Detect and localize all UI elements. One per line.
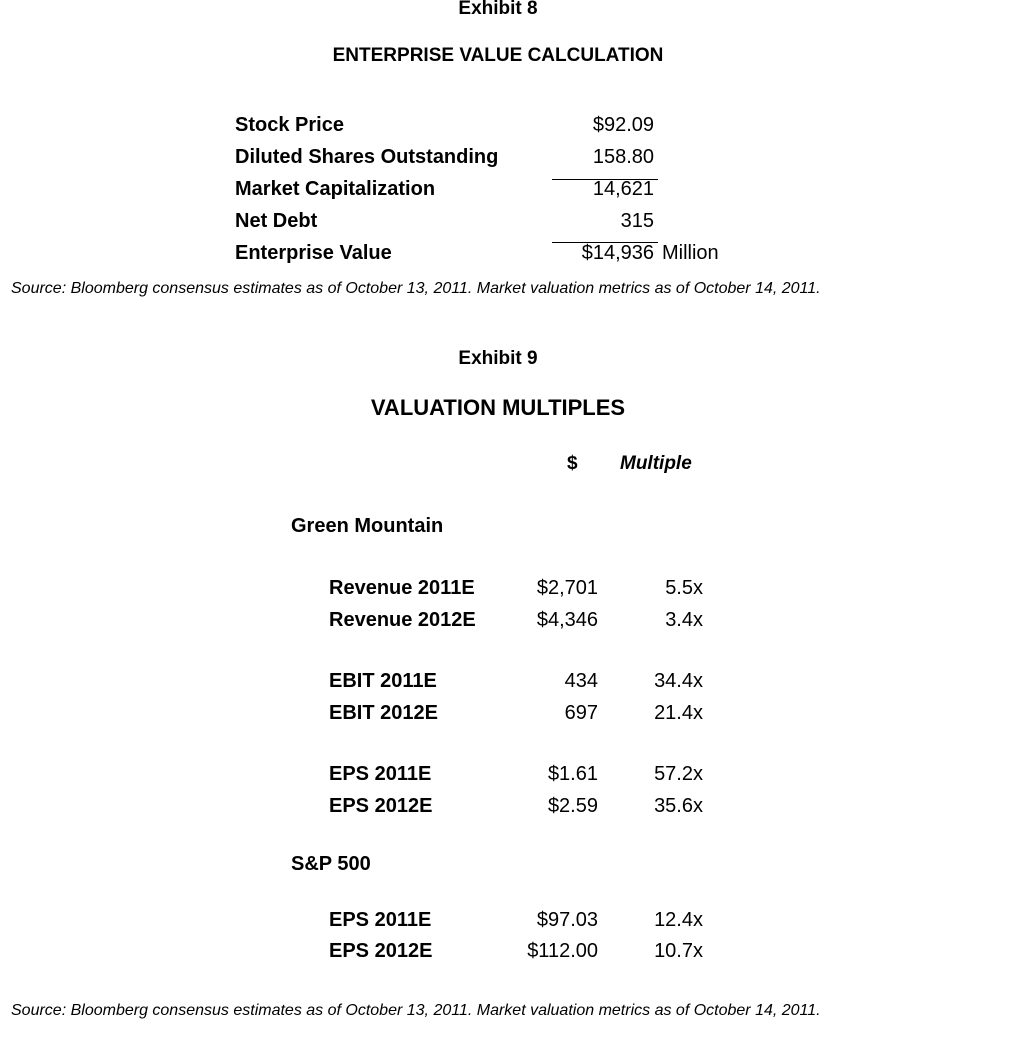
- ev-unit-suffix: Million: [662, 242, 719, 264]
- multiple-row-dollar: $2.59: [547, 795, 598, 817]
- multiple-row-multiple: 12.4x: [654, 909, 703, 931]
- multiple-row-label: Revenue 2011E: [329, 577, 475, 599]
- multiple-row-label: EPS 2011E: [329, 909, 432, 931]
- multiple-row-multiple: 34.4x: [654, 670, 703, 692]
- ev-row-value: $14,936: [581, 242, 654, 264]
- group-name-green-mountain: Green Mountain: [291, 515, 444, 537]
- multiple-row-multiple: 5.5x: [665, 577, 703, 599]
- ev-row-label: Net Debt: [235, 210, 318, 232]
- multiple-row-dollar: $97.03: [536, 909, 598, 931]
- multiple-row-dollar: 697: [564, 702, 598, 724]
- multiple-row-label: EBIT 2011E: [329, 670, 437, 692]
- exhibit-8-label: Exhibit 8: [458, 0, 538, 19]
- multiple-row-dollar: $1.61: [547, 763, 598, 785]
- ev-row-value: $92.09: [592, 114, 654, 136]
- exhibit-8-source: Source: Bloomberg consensus estimates as of October 13, 2011. Market valuation metrics as of October 14, 2011.: [11, 280, 821, 297]
- exhibit-9-source: Source: Bloomberg consensus estimates as of October 13, 2011. Market valuation metrics as of October 14, 2011.: [11, 1002, 821, 1019]
- multiple-row-label: EPS 2012E: [329, 795, 433, 817]
- group-name-sp500: S&P 500: [291, 853, 371, 875]
- ev-row-label: Diluted Shares Outstanding: [235, 146, 499, 168]
- ev-row-label: Market Capitalization: [235, 178, 436, 200]
- multiple-row-multiple: 35.6x: [654, 795, 703, 817]
- ev-row-label: Enterprise Value: [235, 242, 392, 264]
- multiple-row-multiple: 21.4x: [654, 702, 703, 724]
- ev-row-value: 315: [620, 210, 654, 232]
- exhibit-9-title: VALUATION MULTIPLES: [370, 395, 626, 420]
- ev-row-value: 14,621: [592, 178, 654, 200]
- multiple-row-multiple: 10.7x: [654, 940, 703, 962]
- multiple-row-multiple: 57.2x: [654, 763, 703, 785]
- multiple-row-label: Revenue 2012E: [329, 609, 476, 631]
- ev-row-label: Stock Price: [235, 114, 344, 136]
- multiple-row-dollar: 434: [564, 670, 598, 692]
- column-header-multiple: Multiple: [620, 453, 692, 474]
- multiple-row-dollar: $2,701: [536, 577, 598, 599]
- exhibit-9-label: Exhibit 9: [458, 348, 538, 369]
- multiple-row-label: EBIT 2012E: [329, 702, 438, 724]
- multiple-row-multiple: 3.4x: [665, 609, 703, 631]
- exhibit-8-title: ENTERPRISE VALUE CALCULATION: [332, 45, 664, 66]
- column-header-dollar: $: [567, 453, 578, 474]
- multiple-row-label: EPS 2011E: [329, 763, 432, 785]
- ev-row-value: 158.80: [592, 146, 654, 168]
- multiple-row-dollar: $112.00: [527, 940, 598, 962]
- multiple-row-label: EPS 2012E: [329, 940, 433, 962]
- multiple-row-dollar: $4,346: [536, 609, 598, 631]
